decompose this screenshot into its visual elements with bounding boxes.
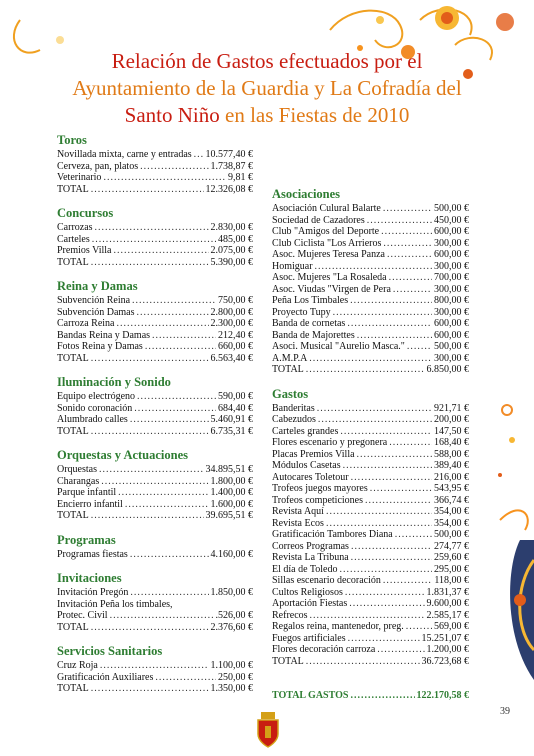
left-section xyxy=(57,206,253,268)
expense-label: Flores decoración carroza xyxy=(272,644,376,655)
expense-label: Revista La Tribuna xyxy=(272,552,349,563)
expense-value: 700,00 € xyxy=(434,272,469,283)
expense-label: Sonido coronación xyxy=(57,402,133,414)
expense-label: Sociedad de Cazadores xyxy=(272,214,365,226)
expense-row xyxy=(57,599,253,611)
expense-label: Asoc. Mujeres "La Rosaleda xyxy=(272,272,387,283)
expense-label: Peña Los Timbales xyxy=(272,295,349,306)
expense-value: 300,00 € xyxy=(434,237,469,249)
expense-value: 543,95 € xyxy=(434,483,469,494)
expense-value: 354,00 € xyxy=(434,506,469,517)
expense-row xyxy=(57,341,253,353)
expense-row xyxy=(57,610,253,622)
expense-label: Equipo electrógeno xyxy=(57,391,136,402)
expense-label: Invitación Peña los timbales, xyxy=(57,598,173,610)
section-title: Reina y Damas xyxy=(57,279,138,293)
expense-value: 1.100,00 € xyxy=(210,660,253,671)
expense-value: 300,00 € xyxy=(434,260,469,272)
right-column xyxy=(272,187,469,678)
total-gastos-label: TOTAL GASTOS xyxy=(272,690,349,701)
expense-row xyxy=(57,222,253,234)
expense-row xyxy=(57,487,253,499)
left-column xyxy=(57,133,253,706)
expense-row xyxy=(272,460,469,472)
expense-label: Homiguar xyxy=(272,260,313,272)
expense-row xyxy=(272,437,469,449)
page-number: 39 xyxy=(500,706,510,717)
title-line-3 xyxy=(0,102,534,129)
expense-label: TOTAL xyxy=(57,683,89,694)
expense-value: 15.251,07 € xyxy=(421,632,469,644)
expense-value: 500,00 € xyxy=(434,529,469,540)
expense-row xyxy=(272,284,469,296)
expense-label: Aportación Fiestas xyxy=(272,598,348,609)
left-section xyxy=(57,448,253,522)
expense-label: Asoc. Mujeres Teresa Panza xyxy=(272,249,385,260)
expense-value: 250,00 € xyxy=(218,671,253,683)
expense-label: Carteles grandes xyxy=(272,425,339,437)
expense-row xyxy=(272,575,469,587)
section-title: Gastos xyxy=(272,386,309,401)
section-total-row xyxy=(57,257,253,269)
expense-row xyxy=(57,234,253,246)
expense-label: TOTAL xyxy=(57,621,89,633)
expense-label: Alumbrado calles xyxy=(57,414,128,425)
expense-label: Banda de cornetas xyxy=(272,318,346,329)
expense-label: El día de Toledo xyxy=(272,563,338,575)
expense-label: Cruz Roja xyxy=(57,660,98,671)
total-gastos xyxy=(272,690,469,702)
left-section xyxy=(57,533,253,561)
expense-row xyxy=(57,464,253,476)
expense-value: 600,00 € xyxy=(434,329,469,341)
expense-row xyxy=(272,426,469,438)
expense-row xyxy=(57,330,253,342)
expense-row xyxy=(57,476,253,488)
expense-value: 590,00 € xyxy=(218,391,253,402)
expense-label: Orquestas xyxy=(57,464,97,475)
expense-row xyxy=(272,249,469,261)
expense-value: 921,71 € xyxy=(434,402,469,414)
expense-value: 2.376,60 € xyxy=(210,621,253,633)
expense-label: Carroza Reina xyxy=(57,318,115,329)
expense-label: Revista Aquí xyxy=(272,506,324,517)
expense-value: 1.350,00 € xyxy=(210,683,253,694)
expense-label: Protec. Civil xyxy=(57,610,108,621)
expense-value: 2.300,00 € xyxy=(210,318,253,329)
expense-label: Charangas xyxy=(57,475,100,487)
expense-label: TOTAL xyxy=(57,425,89,437)
expense-row xyxy=(57,391,253,403)
expense-row xyxy=(57,549,253,561)
expense-row xyxy=(272,238,469,250)
expense-value: 200,00 € xyxy=(434,414,469,425)
expense-value: 295,00 € xyxy=(434,563,469,575)
left-section xyxy=(57,279,253,364)
expense-label: Proyecto Tupy xyxy=(272,306,331,318)
expense-row xyxy=(272,414,469,426)
expense-label: Fuegos artificiales xyxy=(272,632,346,644)
expense-label: Revista Ecos xyxy=(272,517,324,529)
expense-row xyxy=(272,307,469,319)
expense-value: 6.850,00 € xyxy=(426,364,469,375)
expense-label: Flores escenario y pregonera xyxy=(272,437,388,448)
expense-label: Banderitas xyxy=(272,402,315,414)
expense-label: Sillas escenario decoración xyxy=(272,575,381,586)
expense-value: 500,00 € xyxy=(434,203,469,214)
expense-value: 389,40 € xyxy=(434,460,469,471)
expense-label: Novillada mixta, carne y entradas xyxy=(57,149,192,160)
expense-row xyxy=(272,295,469,307)
expense-label: Subvención Reina xyxy=(57,295,131,306)
expense-value: 600,00 € xyxy=(434,249,469,260)
right-section xyxy=(272,187,469,376)
expense-row xyxy=(57,499,253,511)
section-total-row xyxy=(57,622,253,634)
expense-value: 1.600,00 € xyxy=(210,498,253,510)
expense-row xyxy=(272,564,469,576)
expense-row xyxy=(272,261,469,273)
expense-row xyxy=(272,587,469,599)
expense-value: 39.695,51 € xyxy=(205,510,253,521)
section-title: Orquestas y Actuaciones xyxy=(57,448,189,462)
section-total-row xyxy=(57,683,253,695)
expense-row xyxy=(272,541,469,553)
expense-row xyxy=(272,610,469,622)
section-total-row xyxy=(57,510,253,522)
expense-row xyxy=(272,506,469,518)
expense-row xyxy=(272,353,469,365)
expense-label: Carrozas xyxy=(57,222,93,233)
right-section xyxy=(272,387,469,668)
expense-label: TOTAL xyxy=(57,256,89,268)
expense-value: 259,60 € xyxy=(434,552,469,563)
expense-value: 600,00 € xyxy=(434,318,469,329)
expense-label: Trofeos competiciones xyxy=(272,494,364,506)
expense-value: 10.577,40 € xyxy=(205,149,253,160)
expense-row xyxy=(272,518,469,530)
expense-label: A.M.P.A xyxy=(272,352,308,364)
expense-value: 274,77 € xyxy=(434,540,469,552)
expense-label: Cabezudos xyxy=(272,414,316,425)
expense-value: 9,81 € xyxy=(228,172,253,183)
section-title: Servicios Sanitarios xyxy=(57,644,163,658)
expense-row xyxy=(57,318,253,330)
title-line-2: Ayuntamiento de la Guardia y La Cofradía del xyxy=(72,76,462,100)
total-gastos-value: 122.170,58 € xyxy=(416,690,469,701)
left-section xyxy=(57,375,253,437)
expense-label: Club Ciclista "Los Arrieros xyxy=(272,237,382,249)
expense-label: Bandas Reina y Damas xyxy=(57,329,151,341)
expense-value: 34.895,51 € xyxy=(205,464,253,475)
expense-label: Regalos reina, mantenedor, preg. xyxy=(272,621,404,632)
section-total-row xyxy=(57,426,253,438)
expense-value: 5.390,00 € xyxy=(210,256,253,268)
expense-row xyxy=(272,644,469,656)
expense-row xyxy=(272,472,469,484)
expense-label: Veterinario xyxy=(57,172,102,183)
coat-of-arms-icon xyxy=(255,712,281,748)
expense-row xyxy=(57,295,253,307)
expense-value: 1.400,00 € xyxy=(210,487,253,498)
expense-label: Placas Premios Villa xyxy=(272,448,355,460)
expense-value: 212,40 € xyxy=(218,329,253,341)
expense-value: 9.600,00 € xyxy=(426,598,469,609)
expense-row xyxy=(272,621,469,633)
section-total-row xyxy=(57,184,253,196)
expense-label: Club "Amigos del Deporte xyxy=(272,226,380,237)
expense-value: 300,00 € xyxy=(434,306,469,318)
section-title: Programas xyxy=(57,532,116,547)
expense-value: 6.735,31 € xyxy=(210,425,253,437)
expense-row xyxy=(272,226,469,238)
section-total-row xyxy=(272,656,469,668)
expense-label: Subvención Damas xyxy=(57,306,135,318)
expense-value: 1.200,00 € xyxy=(426,644,469,655)
section-title: Iluminación y Sonido xyxy=(57,375,171,389)
title-line-1: Relación de Gastos efectuados por el xyxy=(111,49,423,73)
expense-label: Encierro infantil xyxy=(57,498,123,510)
expense-row xyxy=(272,403,469,415)
expense-value: 660,00 € xyxy=(218,341,253,352)
expense-value: 5.460,91 € xyxy=(210,414,253,425)
section-title: Toros xyxy=(57,133,87,147)
expense-row xyxy=(272,552,469,564)
expense-row xyxy=(57,660,253,672)
expense-label: Invitación Pregón xyxy=(57,587,129,598)
expense-row xyxy=(272,341,469,353)
title-line-3-b: en las Fiestas de 2010 xyxy=(219,103,410,127)
expense-label: TOTAL xyxy=(57,183,89,195)
expense-label: Trofeos juegos mayores xyxy=(272,483,368,494)
expense-row xyxy=(57,149,253,161)
expense-row xyxy=(57,161,253,173)
expense-label: Parque infantil xyxy=(57,487,117,498)
expense-value: 1.831,37 € xyxy=(426,586,469,598)
section-total-row xyxy=(272,364,469,376)
expense-label: Gratificación Tambores Diana xyxy=(272,529,393,540)
expense-label: TOTAL xyxy=(272,364,304,375)
expense-value: 36.723,68 € xyxy=(421,655,469,667)
expense-value: 2.075,00 € xyxy=(210,245,253,256)
expense-row xyxy=(272,495,469,507)
expense-value: 366,74 € xyxy=(434,494,469,506)
expense-value: 569,00 € xyxy=(434,621,469,632)
expense-row xyxy=(57,587,253,599)
section-title: Asociaciones xyxy=(272,187,341,201)
expense-label: Refrecos xyxy=(272,609,308,621)
expense-row xyxy=(272,215,469,227)
expense-value: 216,00 € xyxy=(434,471,469,483)
expense-row xyxy=(57,172,253,184)
expense-label: Autocares Toletour xyxy=(272,471,349,483)
expense-label: TOTAL xyxy=(57,510,89,521)
left-section xyxy=(57,133,253,195)
expense-value: 118,00 € xyxy=(434,575,469,586)
expense-row xyxy=(272,318,469,330)
expense-value: 1.800,00 € xyxy=(210,475,253,487)
expense-value: 450,00 € xyxy=(434,214,469,226)
expense-value: 2.800,00 € xyxy=(210,306,253,318)
expense-value: 1.738,87 € xyxy=(210,160,253,172)
expense-value: .526,00 € xyxy=(215,610,253,621)
expense-value: 684,40 € xyxy=(218,402,253,414)
expense-value: 4.160,00 € xyxy=(210,548,253,560)
expense-value: 6.563,40 € xyxy=(210,352,253,364)
expense-row xyxy=(272,483,469,495)
left-section xyxy=(57,644,253,695)
expense-value: 485,00 € xyxy=(218,233,253,245)
expense-label: TOTAL xyxy=(57,352,89,364)
expense-label: Banda de Majorettes xyxy=(272,329,355,341)
left-section xyxy=(57,571,253,633)
expense-value: 500,00 € xyxy=(434,341,469,352)
expense-row xyxy=(272,529,469,541)
expense-row xyxy=(272,330,469,342)
expense-label: Programas fiestas xyxy=(57,548,128,560)
expense-value: 2.585,17 € xyxy=(426,609,469,621)
expense-value: 168,40 € xyxy=(434,437,469,448)
expense-value: 354,00 € xyxy=(434,517,469,529)
expense-value: 600,00 € xyxy=(434,226,469,237)
expense-label: Módulos Casetas xyxy=(272,460,341,471)
expense-label: Asoci. Musical "Aurelio Masca." xyxy=(272,341,405,352)
expense-value: 1.850,00 € xyxy=(210,587,253,598)
expense-label: Gratificación Auxiliares xyxy=(57,671,154,683)
expense-label: Asociación Culural Balarte xyxy=(272,203,381,214)
expense-row xyxy=(272,449,469,461)
section-total-row xyxy=(57,353,253,365)
expense-label: TOTAL xyxy=(272,655,304,667)
expense-row xyxy=(57,414,253,426)
expense-value: 588,00 € xyxy=(434,448,469,460)
expense-value: 12.326,08 € xyxy=(205,183,253,195)
page-title xyxy=(0,48,534,129)
section-title: Invitaciones xyxy=(57,571,122,585)
swirl-decoration-right xyxy=(498,405,534,680)
expense-value: 147,50 € xyxy=(434,425,469,437)
expense-row xyxy=(272,272,469,284)
expense-label: Correos Programas xyxy=(272,540,349,552)
expense-row xyxy=(57,307,253,319)
expense-row xyxy=(57,672,253,684)
section-title: Concursos xyxy=(57,206,114,220)
expense-label: Asoc. Viudas "Virgen de Pera xyxy=(272,283,391,295)
expense-label: Cerveza, pan, platos xyxy=(57,160,139,172)
expense-label: Fotos Reina y Damas xyxy=(57,341,143,352)
expense-value: 750,00 € xyxy=(218,295,253,306)
expense-row xyxy=(57,403,253,415)
expense-value: 300,00 € xyxy=(434,283,469,295)
expense-row xyxy=(272,633,469,645)
title-line-3-a: Santo Niño xyxy=(124,103,220,127)
expense-label: Premios Villa xyxy=(57,245,112,256)
expense-row xyxy=(57,245,253,257)
expense-label: Cultos Religiosos xyxy=(272,586,343,598)
expense-value: 2.830,00 € xyxy=(210,222,253,233)
expense-row xyxy=(272,203,469,215)
expense-value: 300,00 € xyxy=(434,352,469,364)
expense-value: 800,00 € xyxy=(434,295,469,306)
expense-label: Carteles xyxy=(57,233,90,245)
expense-row xyxy=(272,598,469,610)
